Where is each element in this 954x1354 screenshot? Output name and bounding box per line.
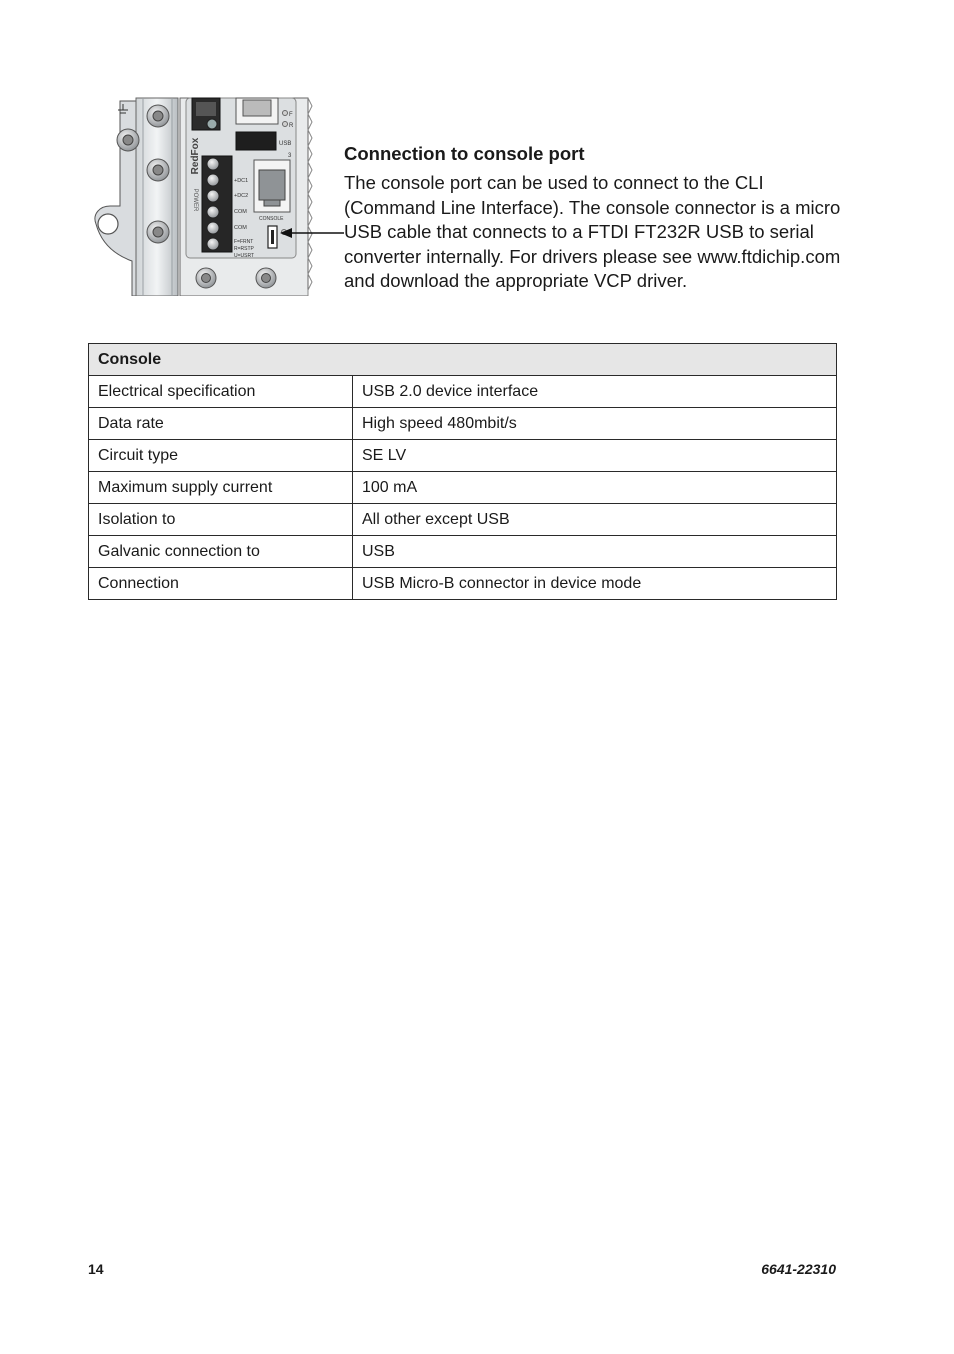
document-number: 6641-22310 [761,1261,836,1277]
dc2-label: +DC2 [234,193,249,199]
device-console-port-illustration [88,96,346,296]
row-value: SE LV [353,440,837,472]
row-value: USB 2.0 device interface [353,376,837,408]
table-row [89,376,837,408]
row-label: Circuit type [89,440,353,472]
row-value: High speed 480mbit/s [353,408,837,440]
row-label: Electrical specification [89,376,353,408]
row-value: 100 mA [353,472,837,504]
table-row [89,440,837,472]
led-legend-3: U=USRT [234,253,255,259]
table-row [89,536,837,568]
com1-label: COM [234,209,247,215]
led-f-label: F [289,112,293,118]
table-row [89,408,837,440]
console-port-section [344,141,844,294]
table-row [89,504,837,536]
row-value: USB Micro-B connector in device mode [353,568,837,600]
row-label: Galvanic connection to [89,536,353,568]
section-body: The console port can be used to connect to the CLI (Command Line Interface). The console connector is a micro USB cable that connects to a FTDI FT232R USB to serial converter internally. For drivers please see www.ftdichip.com and download the appropriate VCP driver. [344,172,841,291]
table-row [89,568,837,600]
brand-logo-text: RedFox [190,137,201,175]
console-label: CONSOLE [259,216,284,222]
port-number-label: 3 [288,153,292,159]
table-row [89,472,837,504]
pointer-arrow-icon [280,228,344,238]
table-title: Console [89,344,837,376]
led-legend-1: F=FRNT [234,239,254,245]
page-number: 14 [88,1261,104,1277]
dc1-label: +DC1 [234,178,249,184]
row-label: Isolation to [89,504,353,536]
console-spec-table [88,343,837,600]
row-value: All other except USB [353,504,837,536]
led-r-label: R [289,123,294,129]
row-value: USB [353,536,837,568]
table-header-row [89,344,837,376]
power-label: POWER [192,188,198,212]
led-legend-2: R=RSTP [234,246,254,252]
row-label: Maximum supply current [89,472,353,504]
com2-label: COM [234,225,247,231]
section-heading: Connection to console port [344,143,585,164]
row-label: Connection [89,568,353,600]
usb-label: USB [279,141,292,147]
row-label: Data rate [89,408,353,440]
